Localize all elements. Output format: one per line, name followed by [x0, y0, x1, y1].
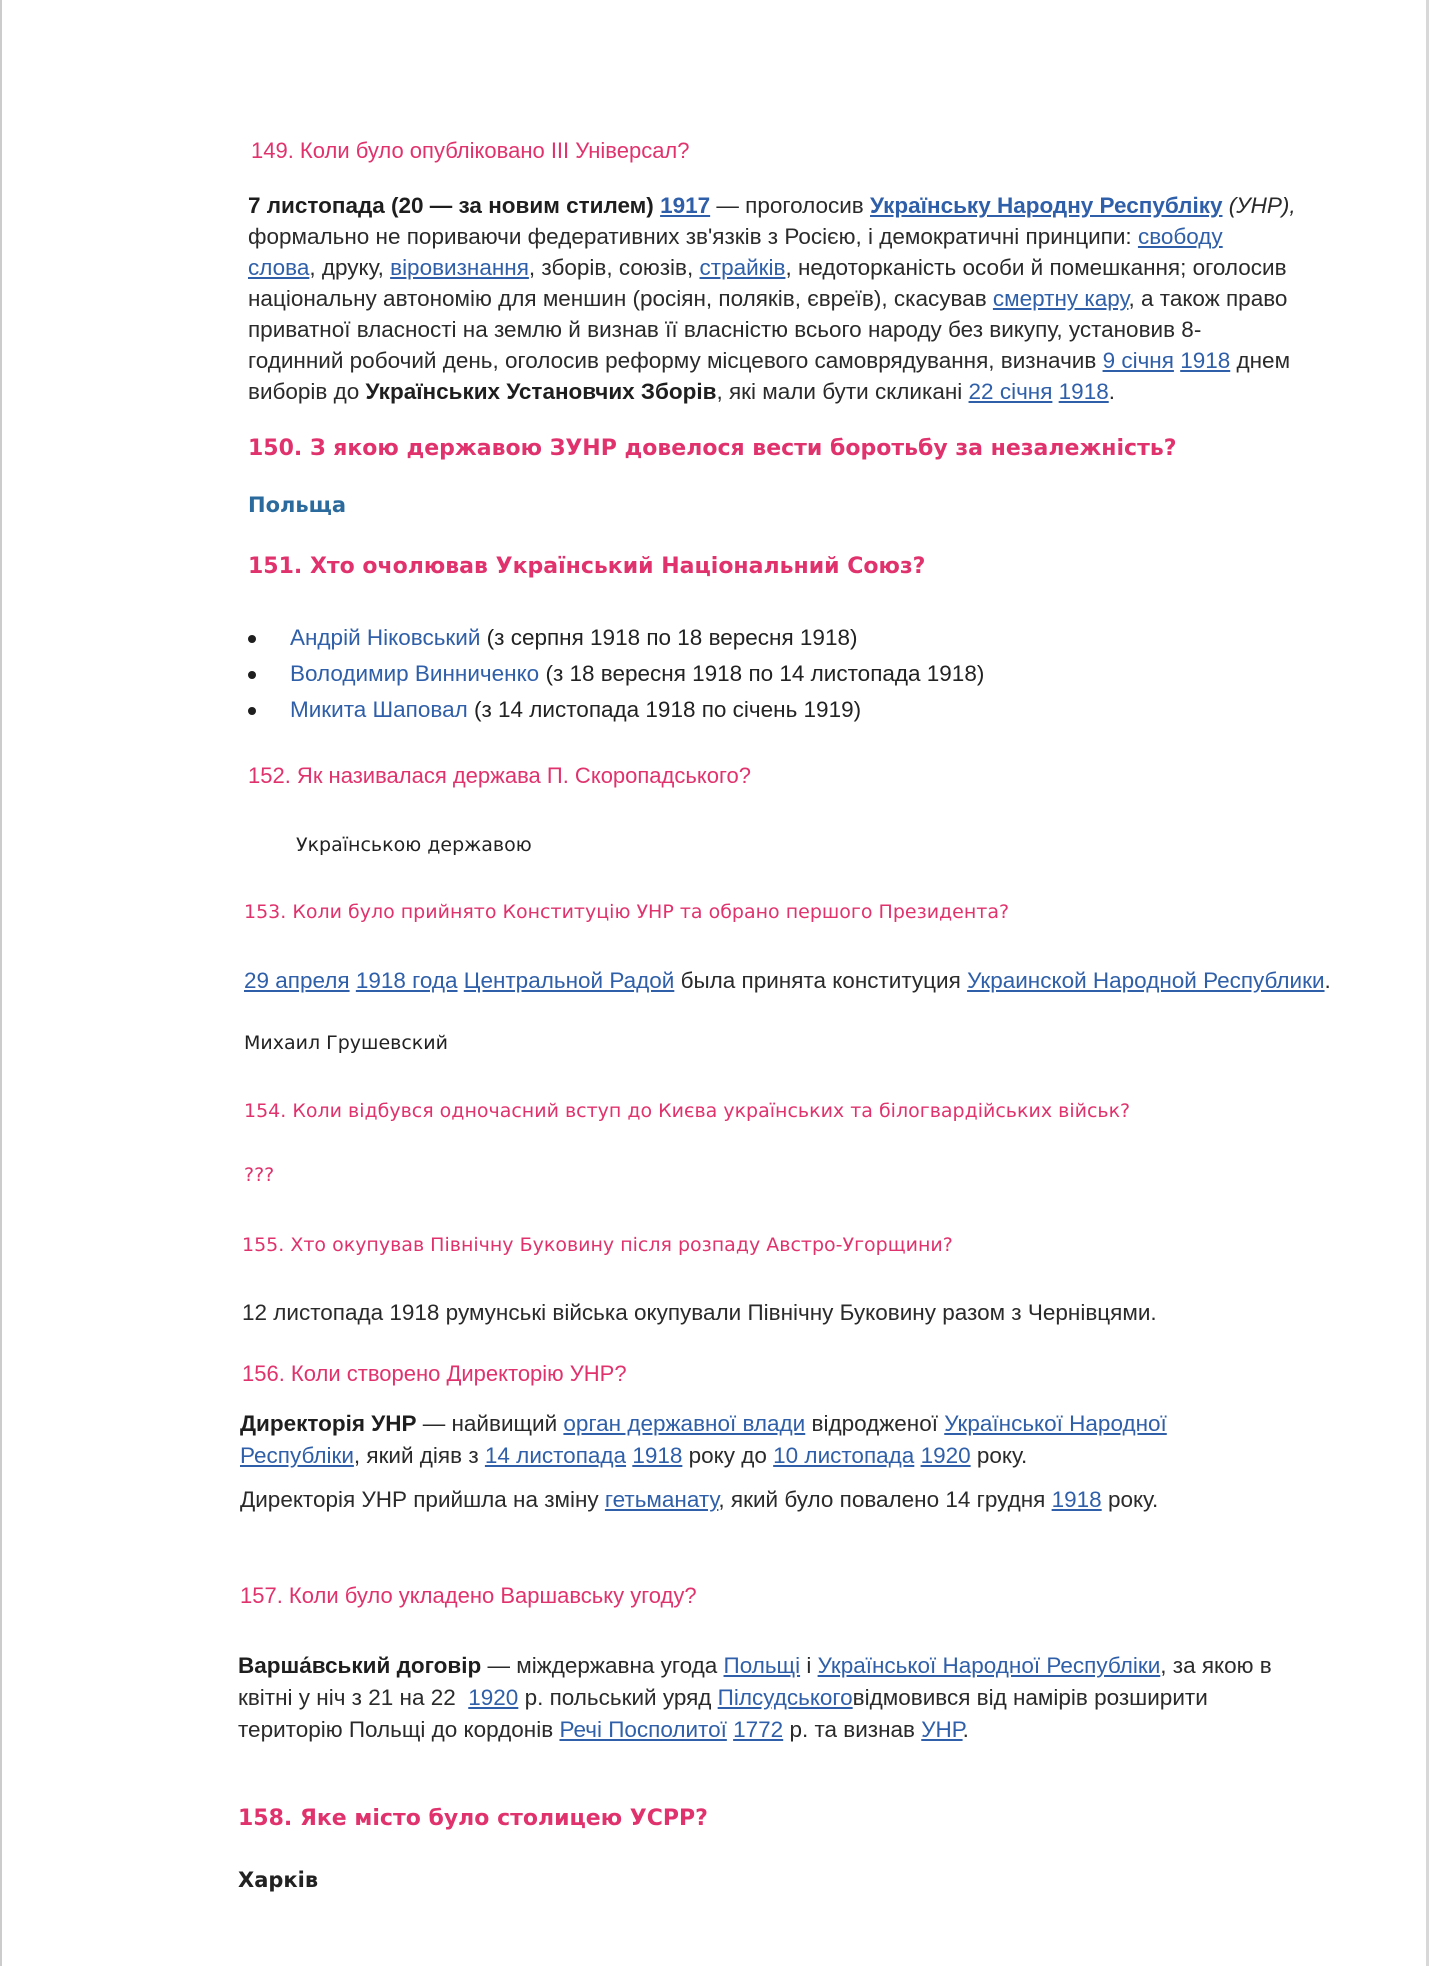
answer-153	[244, 965, 1344, 996]
answer-158: Харків	[238, 1868, 319, 1892]
text: Директорія УНР прийшла на зміну	[240, 1487, 605, 1512]
link-29-april[interactable]: 29 апреля	[244, 968, 350, 993]
answer-154: ???	[244, 1164, 275, 1186]
text: , які мали бути скликані	[716, 379, 969, 404]
link-unr-2[interactable]: Республіки	[240, 1443, 354, 1468]
answer-149	[248, 190, 1348, 407]
question-153: 153. Коли було прийнято Конституцію УНР та обрано першого Президента?	[244, 901, 1010, 923]
answer-155-text: 12 листопада 1918 румунські війська окупували Північну Буковину разом з Чернівцями.	[242, 1300, 1157, 1325]
text: .	[1108, 379, 1115, 404]
link-1918[interactable]: 1918	[1051, 1487, 1102, 1512]
text: (з серпня 1918 по 18 вересня 1918)	[480, 625, 858, 650]
link-pilsudski[interactable]: Пілсудського	[717, 1685, 853, 1710]
bullet-icon	[248, 635, 256, 643]
text: годинний робочий день, оголосив реформу місцевого самоврядування, визначив	[248, 348, 1103, 373]
link-9-january[interactable]: 9 січня	[1102, 348, 1174, 373]
answer-156-line-2	[240, 1440, 1340, 1472]
answer-156-line-3	[240, 1484, 1340, 1516]
answer-153-president: Михаил Грушевский	[244, 1032, 448, 1054]
link-religion[interactable]: віровизнання	[390, 255, 529, 280]
directory-bold: Директорія УНР	[240, 1411, 417, 1436]
text: територію Польщі до кордонів	[238, 1717, 560, 1742]
link-unr[interactable]: Української Народної Республіки	[817, 1653, 1161, 1678]
question-149: 149. Коли було опубліковано III Універсал?	[251, 138, 690, 163]
text: — найвищий	[416, 1411, 564, 1436]
person-link[interactable]: Микита Шаповал	[290, 697, 468, 722]
text: року до	[682, 1443, 774, 1468]
question-156: 156. Коли створено Директорію УНР?	[242, 1361, 627, 1386]
text: відмовився від намірів розширити	[852, 1685, 1208, 1710]
link-10-november[interactable]: 10 листопада	[773, 1443, 915, 1468]
bullet-icon	[248, 707, 256, 715]
person-link[interactable]: Андрій Ніковський	[290, 625, 481, 650]
list-item	[248, 656, 984, 692]
text: (з 14 листопада 1918 по січень 1919)	[467, 697, 862, 722]
text: , за якою в	[1160, 1653, 1272, 1678]
link-hetmanate[interactable]: гетьманату	[604, 1487, 719, 1512]
text: (з 18 вересня 1918 по 14 листопада 1918)	[539, 661, 985, 686]
question-155: 155. Хто окупував Північну Буковину після розпаду Австро-Угорщини?	[242, 1234, 953, 1256]
scan-edge-left	[0, 0, 2, 1966]
link-poland[interactable]: Польщі	[723, 1653, 801, 1678]
link-unr-ru[interactable]: Украинской Народной Республики	[967, 968, 1325, 993]
link-death-penalty[interactable]: смертну кару	[992, 286, 1129, 311]
answer-157-line-1	[238, 1650, 1338, 1682]
text: виборів до	[248, 379, 366, 404]
link-1918[interactable]: 1918	[1180, 348, 1231, 373]
list-item	[248, 620, 984, 656]
text: р. та визнав	[783, 1717, 922, 1742]
answer-155	[242, 1297, 1342, 1328]
answer-152: Українською державою	[296, 834, 532, 856]
link-22-january[interactable]: 22 січня	[968, 379, 1053, 404]
answer-157	[238, 1650, 1338, 1746]
answer-153-line-1	[244, 965, 1344, 996]
link-freedom[interactable]: свободу	[1137, 224, 1223, 249]
text: , який було повалено 14 грудня	[718, 1487, 1052, 1512]
text: — проголосив	[710, 193, 871, 218]
assembly-bold: Українських Установчих Зборів	[365, 379, 717, 404]
list-item	[248, 692, 984, 728]
text: відродженої	[805, 1411, 945, 1436]
text: р. польський уряд	[518, 1685, 718, 1710]
text: , зборів, союзів,	[528, 255, 700, 280]
answer-156	[240, 1408, 1340, 1516]
link-14-november[interactable]: 14 листопада	[484, 1443, 627, 1468]
answer-149-line-7	[248, 376, 1348, 407]
warsaw-bold: Варша́вський договір	[238, 1653, 482, 1678]
text: і	[800, 1653, 818, 1678]
answer-149-line-1	[248, 190, 1348, 221]
question-158: 158. Яке місто було столицею УСРР?	[238, 1806, 708, 1831]
text: , недоторканість особи й помешкання; оголосив	[785, 255, 1287, 280]
question-150: 150. З якою державою ЗУНР довелося вести боротьбу за незалежність?	[248, 436, 1177, 461]
question-151: 151. Хто очолював Український Національний Союз?	[248, 554, 926, 579]
text: року.	[1101, 1487, 1159, 1512]
text: національну автономію для меншин (росіян, поляків, євреїв), скасував	[248, 286, 993, 311]
link-1920[interactable]: 1920	[468, 1685, 519, 1710]
link-unr[interactable]: Українську Народну Республіку	[870, 193, 1223, 218]
question-154: 154. Коли відбувся одночасний вступ до Києва українських та білогвардійських військ?	[244, 1100, 1131, 1122]
text: квітні у ніч з 21 на 22	[238, 1685, 469, 1710]
text: днем	[1230, 348, 1291, 373]
link-unr-abbr[interactable]: УНР	[921, 1717, 963, 1742]
answer-149-line-6	[248, 345, 1348, 376]
link-1917[interactable]: 1917	[660, 193, 711, 218]
text: , а також право	[1128, 286, 1288, 311]
text: — міждержавна угода	[481, 1653, 724, 1678]
text: року.	[970, 1443, 1028, 1468]
link-unr-1[interactable]: Української Народної	[944, 1411, 1167, 1436]
answer-149-line-2	[248, 221, 1348, 252]
link-strikes[interactable]: страйків	[699, 255, 786, 280]
link-commonwealth[interactable]: Речі Посполитої	[559, 1717, 727, 1742]
link-1918-year[interactable]: 1918 года	[355, 968, 458, 993]
person-link[interactable]: Володимир Винниченко	[290, 661, 540, 686]
link-central-rada[interactable]: Центральной Радой	[463, 968, 675, 993]
text: формально не пориваючи федеративних зв'язків з Росією, і демократичні принципи:	[248, 224, 1138, 249]
text: .	[962, 1717, 969, 1742]
answer-149-line-5: приватної власності на землю й визнав її власністю всього народу без викупу, установив 8-	[248, 317, 1202, 342]
answer-156-line-1	[240, 1408, 1340, 1440]
question-157: 157. Коли було укладено Варшавську угоду?	[240, 1583, 697, 1608]
answer-157-line-2	[238, 1682, 1338, 1714]
date-bold: 7 листопада (20 — за новим стилем)	[248, 193, 654, 218]
link-speech[interactable]: слова	[248, 255, 310, 280]
text: , який діяв з	[353, 1443, 485, 1468]
text: была принята конституция	[674, 968, 968, 993]
text: .	[1324, 968, 1331, 993]
link-1918[interactable]: 1918	[1058, 379, 1109, 404]
answer-157-line-3	[238, 1714, 1338, 1746]
link-1920[interactable]: 1920	[920, 1443, 971, 1468]
answer-149-line-3	[248, 252, 1348, 283]
link-state-authority[interactable]: орган державної влади	[563, 1411, 806, 1436]
link-1772[interactable]: 1772	[733, 1717, 784, 1742]
bullet-icon	[248, 671, 256, 679]
answer-150: Польща	[248, 493, 347, 517]
text: (УНР),	[1222, 193, 1296, 218]
question-152: 152. Як називалася держава П. Скоропадського?	[248, 763, 751, 788]
answer-149-line-4	[248, 283, 1348, 314]
text: , друку,	[309, 255, 391, 280]
answer-151-list	[248, 620, 984, 728]
link-1918[interactable]: 1918	[632, 1443, 683, 1468]
